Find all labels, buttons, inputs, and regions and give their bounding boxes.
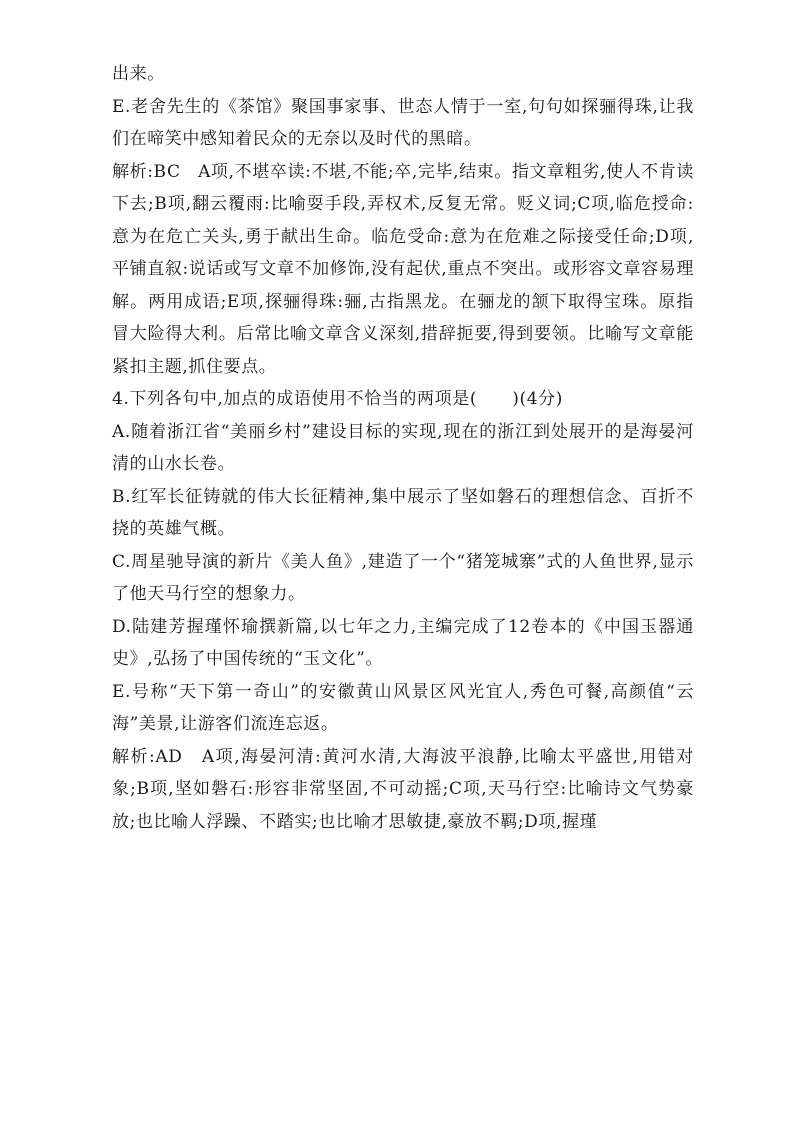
option-a-q4: A.随着浙江省“美丽乡村”建设目标的实现,现在的浙江到处展开的是海晏河清的山水长卷。 [112, 421, 694, 474]
option-b-q4: B.红军长征铸就的伟大长征精神,集中展示了坚如磐石的理想信念、百折不挠的英雄气概。 [112, 486, 694, 539]
analysis-q3: 解析:BC A项,不堪卒读:不堪,不能;卒,完毕,结束。指文章粗劣,使人不肯读下去;B项,翻云覆雨:比喻耍手段,弄权术,反复无常。贬义词;C项,临危授命:意为在危亡关头,勇于献出生命。临危受命:意为在危难之际接受任命;D项,平铺直叙:说话或写文章不加修饰,没有起伏,重点不突出。或形容文章容易理解。两用成语;E项,探骊得珠:骊,古指黑龙。在骊龙的颔下取得宝珠。原指冒大险得大利。后常比喻文章含义深刻,措辞扼要,得到要领。比喻写文章能紧扣主题,抓住要点。 [112, 161, 694, 377]
paragraph-continuation: 出来。 [112, 64, 165, 84]
question-4: 4.下列各句中,加点的成语使用不恰当的两项是( )(4分) [112, 389, 563, 409]
option-e-q4: E.号称“天下第一奇山”的安徽黄山风景区风光宜人,秀色可餐,高颜值“云海”美景,让游客们流连忘返。 [112, 681, 694, 734]
option-e-q3: E.老舍先生的《茶馆》聚国事家事、世态人情于一室,句句如探骊得珠,让我们在啼笑中感知着民众的无奈以及时代的黑暗。 [112, 96, 694, 149]
option-d-q4: D.陆建芳握瑾怀瑜撰新篇,以七年之力,主编完成了12卷本的《中国玉器通史》,弘扬了中国传统的“玉文化”。 [112, 616, 694, 669]
option-c-q4: C.周星驰导演的新片《美人鱼》,建造了一个“猪笼城寨”式的人鱼世界,显示了他天马行空的想象力。 [112, 551, 694, 604]
analysis-q4: 解析:AD A项,海晏河清:黄河水清,大海波平浪静,比喻太平盛世,用错对象;B项,坚如磐石:形容非常坚固,不可动摇;C项,天马行空:比喻诗文气势豪放;也比喻人浮躁、不踏实;也比喻才思敏捷,豪放不羁;D项,握瑾 [112, 746, 694, 832]
